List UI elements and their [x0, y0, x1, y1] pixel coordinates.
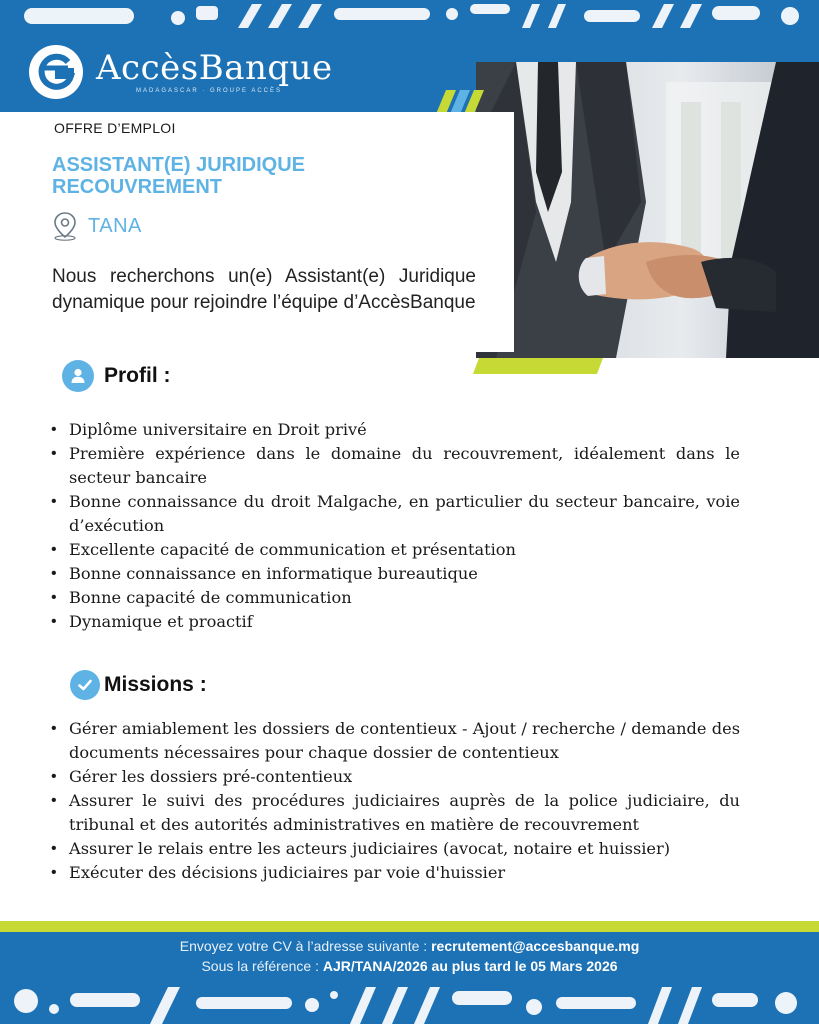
check-circle-icon: [70, 670, 100, 700]
list-item: • Diplôme universitaire en Droit privé: [48, 418, 740, 442]
intro-paragraph: Nous recherchons un(e) Assistant(e) Juridique dynamique pour rejoindre l’équipe d’AccèsBanque: [52, 266, 476, 313]
list-item: • Assurer le suivi des procédures judiciaires auprès de la police judiciaire, du tribunal et des autorités administratives en matière de recouvrement: [48, 789, 740, 837]
list-item: • Bonne connaissance du droit Malgache, en particulier du secteur bancaire, voie d’exécution: [48, 490, 740, 538]
list-item: • Bonne connaissance en informatique bureautique: [48, 562, 740, 586]
footer-contact-prefix: Envoyez votre CV à l’adresse suivante :: [179, 938, 432, 954]
footer-reference-prefix: Sous la référence :: [201, 958, 323, 974]
list-item: • Première expérience dans le domaine du recouvrement, idéalement dans le secteur bancaire: [48, 442, 740, 490]
missions-title: Missions :: [104, 673, 207, 696]
list-item: • Exécuter des décisions judiciaires par voie d'huissier: [48, 861, 740, 885]
footer-reference-line: [0, 958, 819, 974]
list-item: • Excellente capacité de communication et présentation: [48, 538, 740, 562]
list-item: • Assurer le relais entre les acteurs judiciaires (avocat, notaire et huissier): [48, 837, 740, 861]
accesbanque-logo-icon: [28, 44, 84, 100]
brand-tagline: MADAGASCAR · GROUPE ACCÈS: [136, 88, 283, 94]
missions-list: [48, 717, 740, 885]
job-title: ASSISTANT(E) JURIDIQUE RECOUVREMENT: [52, 154, 305, 198]
accent-stripes-decoration: [432, 90, 484, 114]
recruitment-email: recrutement@accesbanque.mg: [431, 938, 640, 954]
list-item: • Bonne capacité de communication: [48, 586, 740, 610]
brand-name: AccèsBanque: [96, 48, 333, 88]
handshake-photo: [476, 62, 819, 358]
job-reference: AJR/TANA/2026 au plus tard le 05 Mars 2026: [322, 958, 618, 974]
footer-contact-line: [0, 938, 819, 954]
list-item: • Gérer les dossiers pré-contentieux: [48, 765, 740, 789]
list-item: • Dynamique et proactif: [48, 610, 740, 634]
missions-heading: [70, 670, 207, 700]
profil-list: [48, 418, 740, 634]
map-pin-icon: [52, 211, 78, 241]
footer-lime-stripe: [0, 921, 819, 932]
footer-banner: [0, 921, 819, 1024]
profil-heading: [62, 360, 171, 392]
profil-title: Profil :: [104, 364, 171, 387]
decorative-pattern-top: [0, 0, 819, 36]
decorative-pattern-bottom: [0, 979, 819, 1024]
brand-logo: [28, 44, 333, 100]
lime-accent-bar: [473, 358, 603, 374]
list-item: • Gérer amiablement les dossiers de contentieux - Ajout / recherche / demande des documents nécessaires pour chaque dossier de contentieux: [48, 717, 740, 765]
location-text: TANA: [88, 214, 142, 237]
offer-label: OFFRE D’EMPLOI: [54, 120, 176, 136]
job-location: [52, 211, 142, 241]
user-icon: [62, 360, 94, 392]
